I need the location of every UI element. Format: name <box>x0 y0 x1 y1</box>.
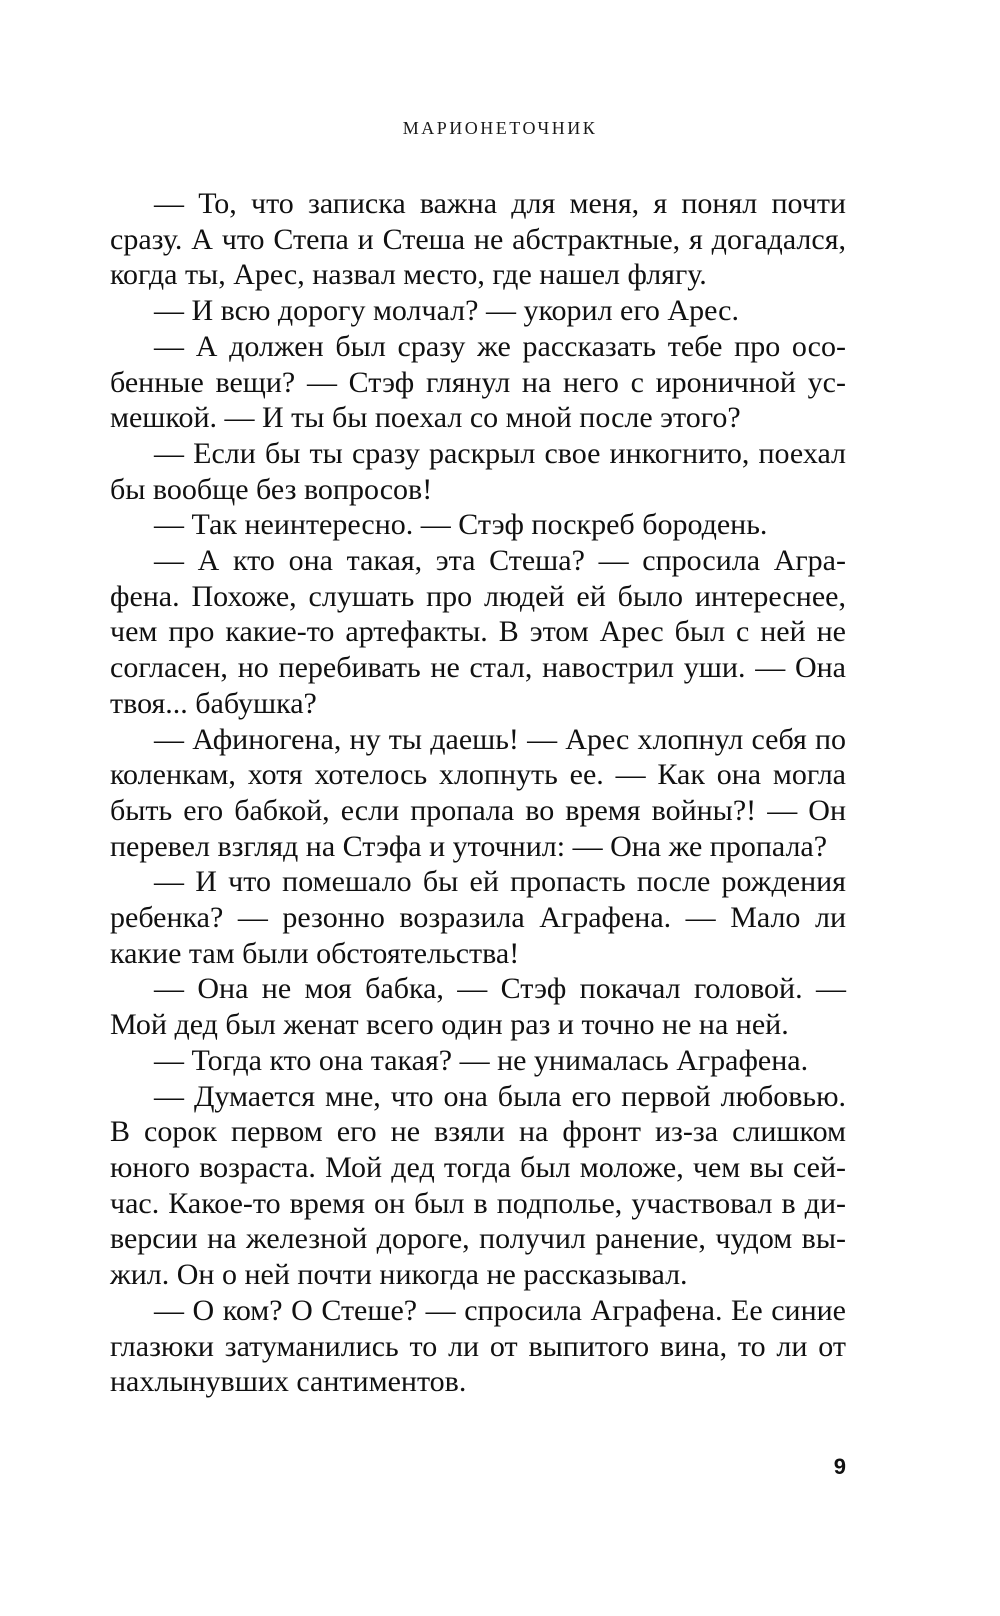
running-header: МАРИОНЕТОЧНИК <box>402 118 598 138</box>
paragraph: — Афиногена, ну ты даешь! — Арес хлопнул себя по коленкам, хотя хотелось хлопнуть ее. — Как она могла быть его бабкой, если пропала во время войны?! — Он перевел взгляд на Стэфа и уточнил: — Она же пропала? <box>110 722 846 863</box>
paragraph: — Думается мне, что она была его первой любовью. В сорок первом его не взяли на фронт из-за слишком юного возраста. Мой дед тогда был моложе, чем вы сейчас. Какое-то время он был в подполье, участвовал в диверсии на железной дороге, получил ранение, чудом выжил. Он о ней почти никогда не рассказывал. <box>110 1079 846 1292</box>
paragraph: — А должен был сразу же рассказать тебе про особенные вещи? — Стэф глянул на него с ироничной усмешкой. — И ты бы поехал со мной после этого? <box>110 329 846 435</box>
paragraph: — Тогда кто она такая? — не унималась Аграфена. <box>154 1043 809 1077</box>
body-text <box>110 186 846 1400</box>
paragraph: — И всю дорогу молчал? — укорил его Арес. <box>154 294 739 328</box>
paragraph: — То, что записка важна для меня, я понял почти сразу. А что Степа и Стеша не абстрактные, я догадался, когда ты, Арес, назвал место, где нашел флягу. <box>110 187 846 292</box>
paragraph: — И что помешало бы ей пропасть после рождения ребенка? — резонно возразила Аграфена. — Мало ли какие там были обстоятельства! <box>110 865 846 970</box>
paragraph: — А кто она такая, эта Стеша? — спросила Аграфена. Похоже, слушать про людей ей было интереснее, чем про какие-то артефакты. В этом Арес был с ней не согласен, но перебивать не стал, навострил уши. — Она твоя... бабушка? <box>110 544 846 720</box>
paragraph: — Она не моя бабка, — Стэф покачал головой. — Мой дед был женат всего один раз и точно не на ней. <box>110 972 846 1042</box>
paragraph: — О ком? О Стеше? — спросила Аграфена. Ее синие глазюки затуманились то ли от выпитого вина, то ли от нахлынувших сантиментов. <box>110 1293 846 1399</box>
page-number: 9 <box>833 1454 846 1479</box>
paragraph: — Если бы ты сразу раскрыл свое инкогнито, поехал бы вообще без вопросов! <box>110 436 846 506</box>
paragraph: — Так неинтересно. — Стэф поскреб бородень. <box>154 508 768 542</box>
